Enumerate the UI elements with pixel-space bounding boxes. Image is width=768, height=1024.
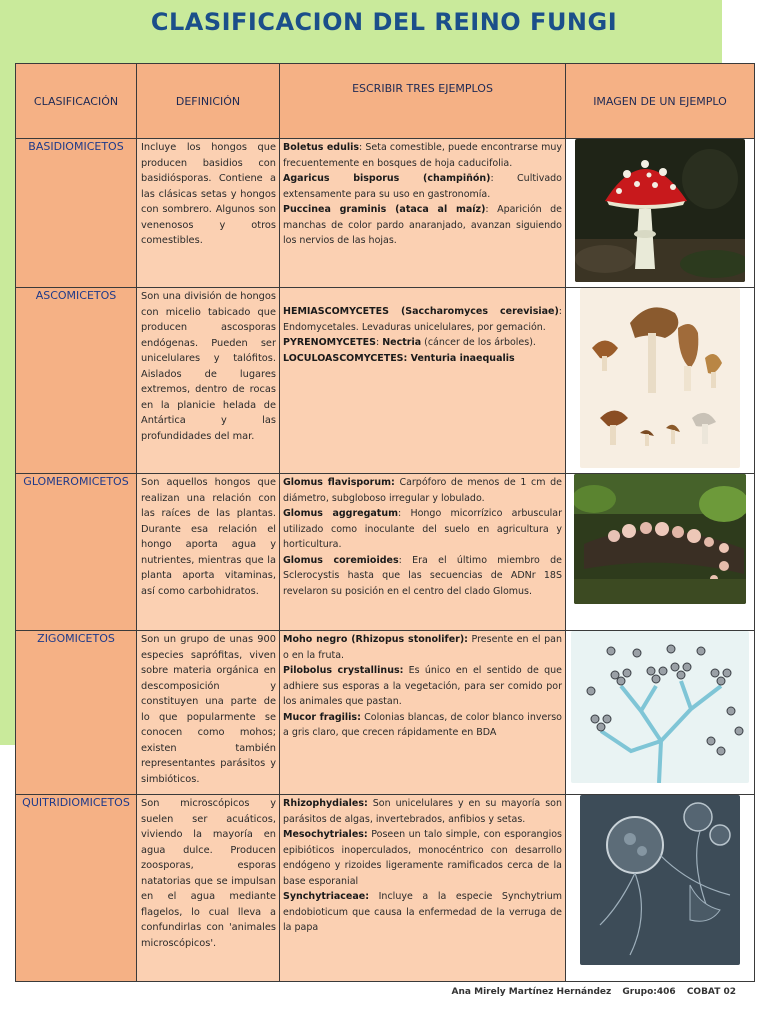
example-item: Glomus flavisporum: Carpóforo de menos de 1 cm de diámetro, subgloboso irregular y lobulado. [283,477,562,504]
example-image-cell [566,139,755,288]
example-item: Puccinea graminis (ataca al maíz): Aparición de manchas de color pardo anaranjado, avanzan siguiendo los nervios de las hojas. [283,204,562,246]
footer-school: COBAT 02 [686,987,736,997]
header-definicion: DEFINICIÓN [137,64,280,139]
header-clasificacion: CLASIFICACIÓN [16,64,137,139]
header-row [16,64,755,139]
examples-cell [280,288,566,474]
example-item: Rhizophydiales: Son unicelulares y en su mayoría son parásitos de algas, invertebrados, anfibios y setas. [283,798,562,825]
mold-sporangia-image [571,631,749,783]
fungi-classification-table [15,63,755,982]
example-image-cell [566,631,755,795]
definition-text: Incluye los hongos que producen basidios con basidiósporas. Contiene a las clásicas setas y hongos con sombrero. Algunos son venenosos y otros comestibles. [137,139,280,288]
footer-group: Grupo:406 [622,987,676,997]
definition-text: Son una división de hongos con micelio tabicado que producen ascosporas endógenas. Pueden ser unicelulares y talófitos. Aislados de lugares extremos, dentro de rocas en la planicie helada de Antártica y las profundidades del mar. [137,288,280,474]
table-row [16,631,755,795]
example-item: Boletus edulis: Seta comestible, puede encontrarse muy frecuentemente en bosques de hoja caducifolia. [283,142,562,169]
example-item: Glomus coremioides: Era el último miembro de Sclerocystis hasta que las secuencias de ADNr 18S revelaron su posición en el centro del clado Glomus. [283,554,563,597]
footer [444,987,736,997]
definition-text: Son microscópicos y suelen ser acuáticos, viviendo la mayoría en agua dulce. Producen zoosporas, esporas natatorias que se impulsan en el agua mediante flagelos, lo cual lleva a confundirlas con 'animales microscópicos'. [137,795,280,982]
chytrid-micrograph-image [580,795,740,965]
example-item: Mucor fragilis: Colonias blancas, de color blanco inverso a gris claro, que crecen rápidamente en BDA [283,711,562,738]
definition-text: Son un grupo de unas 900 especies saprófitas, viven sobre materia orgánica en descomposición y constituyen una parte de lo que popularmente se conocen como mohos; existen también representantes parásitos y simbióticos. [137,631,280,795]
example-item: Moho negro (Rhizopus stonolifer): Presente en el pan o en la fruta. [283,634,562,661]
classification-name: ZIGOMICETOS [16,631,137,795]
morel-illustration-image [580,288,740,468]
definition-text: Son aquellos hongos que realizan una relación con las raíces de las plantas. Durante esa relación el hongo aporta agua y nutrientes, mientras que la planta aporta vitaminas, así como carbohidratos. [137,474,280,631]
table-row [16,139,755,288]
table-row [16,288,755,474]
example-image-cell [566,474,755,631]
amanita-mushroom-image [575,139,745,282]
example-item: Pilobolus crystallinus: Es único en el sentido de que adhiere sus esporas a la vegetación, para ser comido por los animales que pastan. [283,665,562,707]
header-imagen: IMAGEN DE UN EJEMPLO [566,64,755,139]
classification-name: QUITRIDIOMICETOS [16,795,137,982]
header-ejemplos: ESCRIBIR TRES EJEMPLOS [280,64,566,139]
classification-name: GLOMEROMICETOS [16,474,137,631]
example-item: PYRENOMYCETES: Nectria (cáncer de los árboles). [283,337,536,348]
table-row [16,474,755,631]
page-title: CLASIFICACION DEL REINO FUNGI [150,8,618,36]
classification-name: ASCOMICETOS [16,288,137,474]
example-item: Mesochytriales: Poseen un talo simple, con esporangios epibióticos inoperculados, monocéntrico con desarrollo endógeno y rizoides ligeramente ramificados cerca de la base esporanial [283,829,562,887]
examples-cell [280,631,566,795]
example-image-cell [566,288,755,474]
examples-cell [280,474,566,631]
example-item: Synchytriaceae: Incluye a la especie Synchytrium endobioticum que causa la enfermedad de la verruga de la papa [283,891,562,933]
example-image-cell [566,795,755,982]
example-item: LOCULOASCOMYCETES: Venturia inaequalis [283,352,515,364]
example-item: Glomus aggregatum: Hongo micorrízico arbuscular utilizado como inoculante del suelo en agricultura y horticultura. [283,508,562,550]
fungi-on-log-image [574,474,746,604]
table-row [16,795,755,982]
classification-name: BASIDIOMICETOS [16,139,137,288]
footer-author: Ana Mirely Martínez Hernández [451,987,612,997]
example-item: HEMIASCOMYCETES (Saccharomyces cerevisiae): Endomycetales. Levaduras unicelulares, por gemación. [283,306,562,333]
examples-cell [280,795,566,982]
example-item: Agaricus bisporus (champiñón): Cultivado extensamente para su uso en gastronomía. [283,173,562,200]
examples-cell [280,139,566,288]
